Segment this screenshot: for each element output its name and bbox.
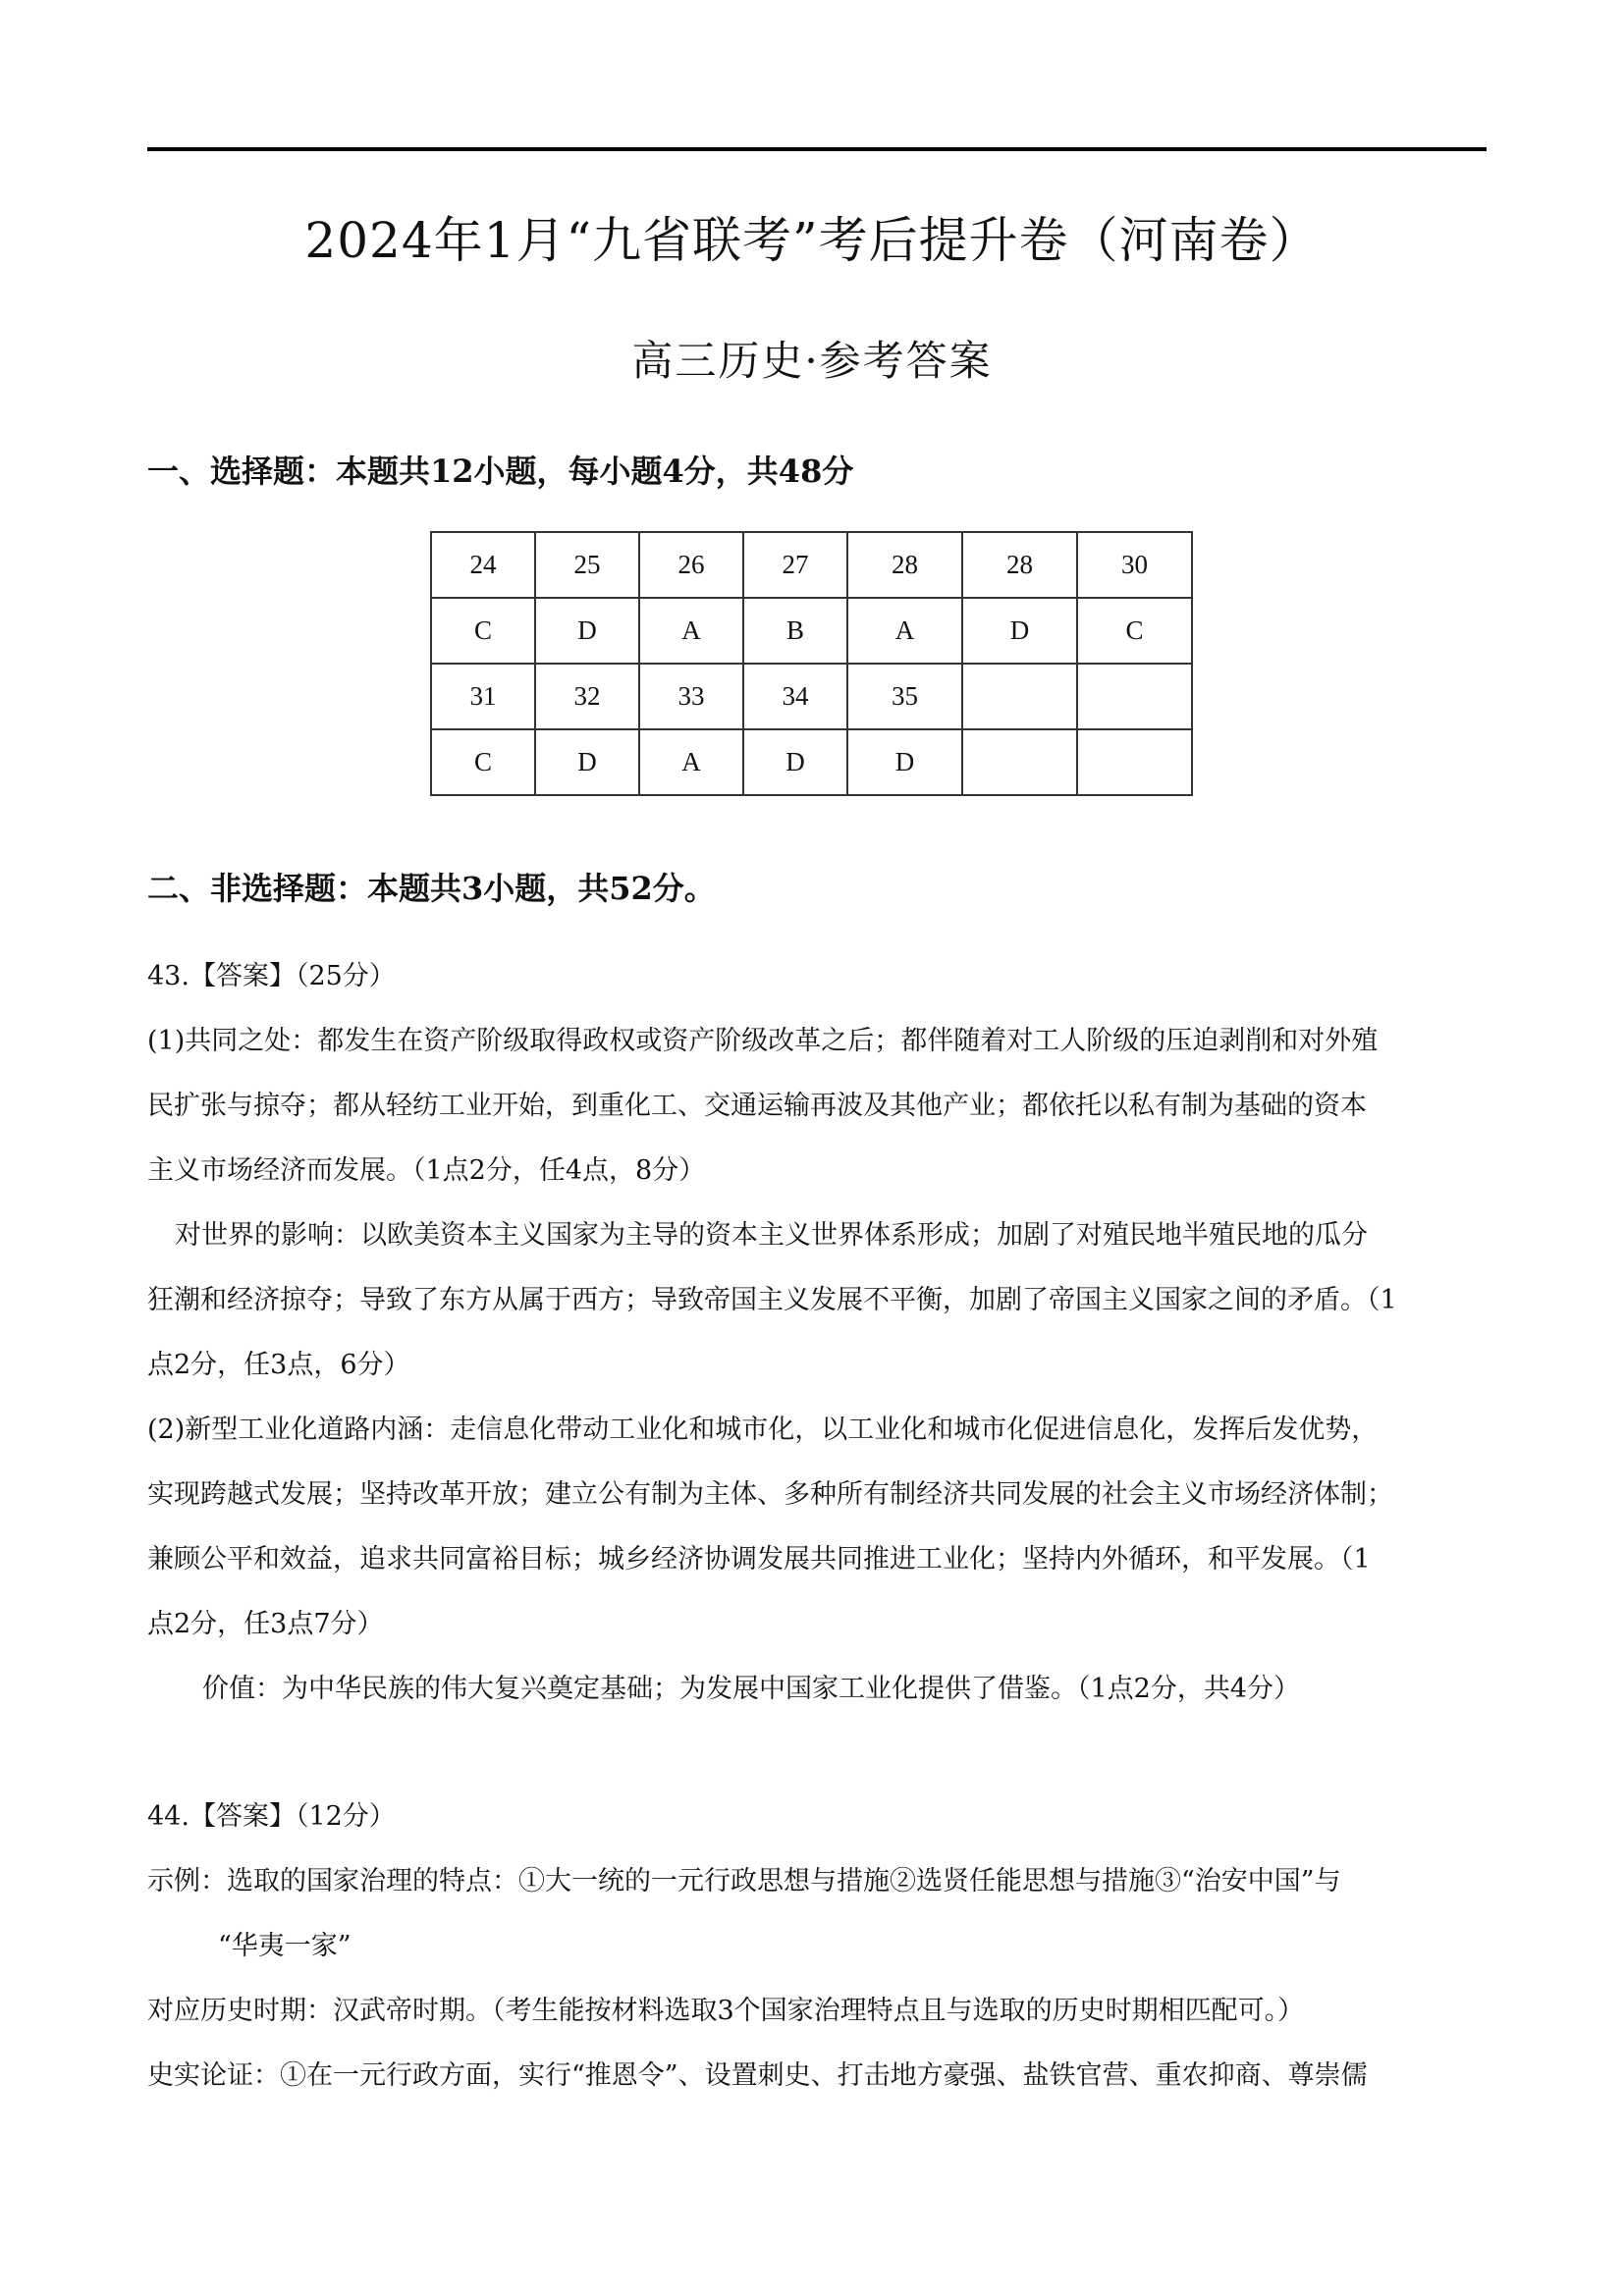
answer-cell: D bbox=[535, 598, 639, 664]
text-line: (1)共同之处：都发生在资产阶级取得政权或资产阶级改革之后；都伴随着对工人阶级的压迫剥削和对外殖 bbox=[147, 1026, 1379, 1056]
question-number-cell: 34 bbox=[743, 664, 847, 729]
answer-cell: D bbox=[535, 729, 639, 795]
text-line: 史实论证：①在一元行政方面，实行“推恩令”、设置刺史、打击地方豪强、盐铁官营、重农抑商、尊崇儒 bbox=[147, 2060, 1368, 2091]
answer-cell: C bbox=[431, 598, 535, 664]
question-number-cell bbox=[962, 664, 1077, 729]
answer-cell: D bbox=[743, 729, 847, 795]
q44-label: 44.【答案】（12分） bbox=[147, 1801, 396, 1832]
question-number-cell: 35 bbox=[847, 664, 962, 729]
section-2-heading: 二、非选择题：本题共3小题，共52分。 bbox=[147, 870, 716, 907]
text-line: 兼顾公平和效益，追求共同富裕目标；城乡经济协调发展共同推进工业化；坚持内外循环，和平发展。（1 bbox=[147, 1544, 1371, 1575]
q43-part2-value bbox=[147, 1657, 1487, 1722]
answer-row bbox=[431, 729, 1192, 795]
question-number-cell: 26 bbox=[639, 532, 743, 598]
question-number-cell: 30 bbox=[1077, 532, 1192, 598]
answer-cell bbox=[962, 729, 1077, 795]
answer-cell: C bbox=[431, 729, 535, 795]
answer-cell: A bbox=[639, 729, 743, 795]
question-number-cell: 32 bbox=[535, 664, 639, 729]
answer-row bbox=[431, 598, 1192, 664]
question-number-cell: 25 bbox=[535, 532, 639, 598]
question-number-cell: 31 bbox=[431, 664, 535, 729]
text-line: 对世界的影响：以欧美资本主义国家为主导的资本主义世界体系形成；加剧了对殖民地半殖民地的瓜分 bbox=[175, 1220, 1368, 1251]
question-number-cell: 27 bbox=[743, 532, 847, 598]
q44-example bbox=[147, 1849, 1487, 1979]
question-number-cell: 28 bbox=[847, 532, 962, 598]
question-number-row bbox=[431, 532, 1192, 598]
answer-cell: A bbox=[847, 598, 962, 664]
text-line: 点2分，任3点7分） bbox=[147, 1609, 384, 1639]
text-line: (2)新型工业化道路内涵：走信息化带动工业化和城市化，以工业化和城市化促进信息化，发挥后发优势， bbox=[147, 1415, 1379, 1445]
answer-cell: C bbox=[1077, 598, 1192, 664]
text-line: “华夷一家” bbox=[218, 1931, 352, 1961]
answer-cell: B bbox=[743, 598, 847, 664]
header-rule bbox=[147, 147, 1487, 151]
document-subtitle: 高三历史·参考答案 bbox=[631, 337, 993, 385]
answer-cell bbox=[1077, 729, 1192, 795]
q43-part1-common bbox=[147, 1009, 1487, 1203]
question-number-cell: 28 bbox=[962, 532, 1077, 598]
document-title: 2024年1月“九省联考”考后提升卷（河南卷） bbox=[304, 212, 1320, 269]
answer-cell: D bbox=[962, 598, 1077, 664]
q44-period bbox=[147, 1979, 1487, 2044]
q43-part1-impact bbox=[147, 1203, 1487, 1398]
question-number-cell: 33 bbox=[639, 664, 743, 729]
answer-cell: D bbox=[847, 729, 962, 795]
question-number-cell: 24 bbox=[431, 532, 535, 598]
answer-table bbox=[430, 531, 1193, 796]
answer-cell: A bbox=[639, 598, 743, 664]
text-line: 价值：为中华民族的伟大复兴奠定基础；为发展中国家工业化提供了借鉴。（1点2分，共4分） bbox=[202, 1674, 1301, 1704]
text-line: 实现跨越式发展；坚持改革开放；建立公有制为主体、多种所有制经济共同发展的社会主义市场经济体制； bbox=[147, 1479, 1393, 1510]
q43-part2-connotation bbox=[147, 1398, 1487, 1657]
question-number-row bbox=[431, 664, 1192, 729]
text-line: 主义市场经济而发展。（1点2分，任4点，8分） bbox=[147, 1155, 706, 1186]
text-line: 示例：选取的国家治理的特点：①大一统的一元行政思想与措施②选贤任能思想与措施③“治安中国”与 bbox=[147, 1866, 1341, 1896]
text-line: 对应历史时期：汉武帝时期。（考生能按材料选取3个国家治理特点且与选取的历史时期相匹配可。） bbox=[147, 1996, 1305, 2026]
question-number-cell bbox=[1077, 664, 1192, 729]
section-1-heading: 一、选择题：本题共12小题，每小题4分，共48分 bbox=[147, 453, 854, 490]
q43-label: 43.【答案】（25分） bbox=[147, 961, 396, 991]
text-line: 民扩张与掠夺；都从轻纺工业开始，到重化工、交通运输再波及其他产业；都依托以私有制为基础的资本 bbox=[147, 1091, 1367, 1121]
q44-evidence bbox=[147, 2044, 1487, 2109]
text-line: 点2分，任3点，6分） bbox=[147, 1350, 410, 1380]
text-line: 狂潮和经济掠夺；导致了东方从属于西方；导致帝国主义发展不平衡，加剧了帝国主义国家之间的矛盾。（1 bbox=[147, 1285, 1397, 1315]
